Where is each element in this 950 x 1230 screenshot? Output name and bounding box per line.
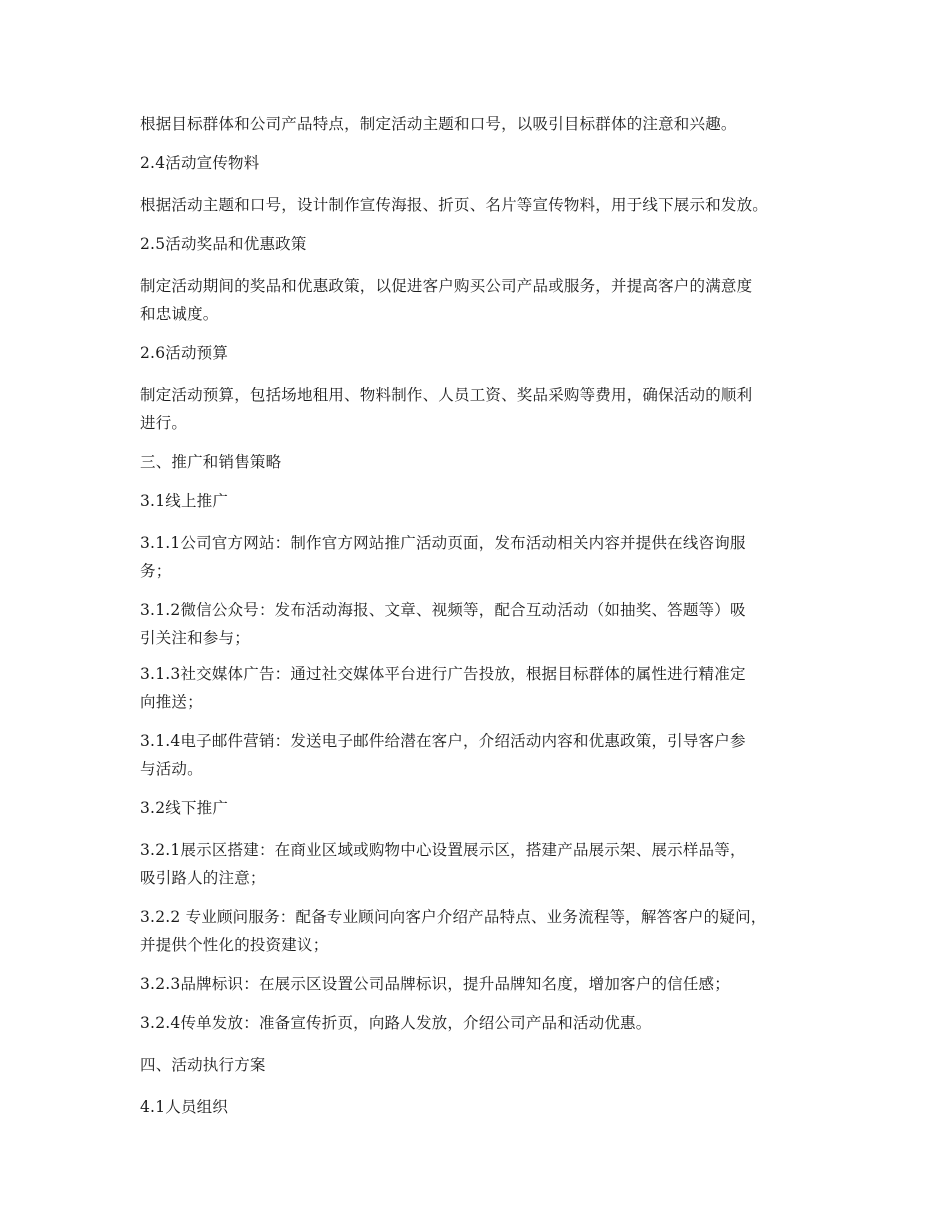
paragraph-budget: 制定活动预算，包括场地租用、物料制作、人员工资、奖品采购等费用，确保活动的顺利 进行。 bbox=[140, 386, 753, 432]
heading-section-3-promotion: 三、推广和销售策略 bbox=[140, 453, 282, 471]
paragraph-promo-materials: 根据活动主题和口号，设计制作宣传海报、折页、名片等宣传物料，用于线下展示和发放。 bbox=[140, 196, 769, 214]
paragraph-3-1-3-social-ads: 3.1.3社交媒体广告：通过社交媒体平台进行广告投放，根据目标群体的属性进行精准定 向推送； bbox=[140, 665, 746, 711]
paragraph-3-1-2-wechat: 3.1.2微信公众号：发布活动海报、文章、视频等，配合互动活动（如抽奖、答题等）吸 引关注和参与； bbox=[140, 601, 746, 647]
heading-section-4-execution: 四、活动执行方案 bbox=[140, 1056, 266, 1074]
paragraph-3-2-2-consultant: 3.2.2 专业顾问服务：配备专业顾问向客户介绍产品特点、业务流程等，解答客户的疑问， 并提供个性化的投资建议； bbox=[140, 908, 767, 954]
paragraph-3-2-4-flyers: 3.2.4传单发放：准备宣传折页，向路人发放，介绍公司产品和活动优惠。 bbox=[140, 1014, 652, 1032]
heading-2-4-promo-materials: 2.4活动宣传物料 bbox=[140, 154, 260, 172]
paragraph-3-1-4-email: 3.1.4电子邮件营销：发送电子邮件给潜在客户，介绍活动内容和优惠政策，引导客户参 与活动。 bbox=[140, 732, 746, 778]
paragraph-prizes-policy: 制定活动期间的奖品和优惠政策，以促进客户购买公司产品或服务，并提高客户的满意度 和忠诚度。 bbox=[140, 277, 753, 323]
paragraph-3-1-1-website: 3.1.1公司官方网站：制作官方网站推广活动页面，发布活动相关内容并提供在线咨询服 务； bbox=[140, 534, 746, 580]
heading-3-1-online: 3.1线上推广 bbox=[140, 492, 229, 510]
heading-2-5-prizes-policy: 2.5活动奖品和优惠政策 bbox=[140, 235, 307, 253]
heading-4-1-staffing: 4.1人员组织 bbox=[140, 1098, 229, 1116]
paragraph-theme-slogan: 根据目标群体和公司产品特点，制定活动主题和口号，以吸引目标群体的注意和兴趣。 bbox=[140, 115, 737, 133]
heading-3-2-offline: 3.2线下推广 bbox=[140, 799, 229, 817]
paragraph-3-2-1-display: 3.2.1展示区搭建：在商业区域或购物中心设置展示区，搭建产品展示架、展示样品等， 吸引路人的注意； bbox=[140, 841, 746, 887]
paragraph-3-2-3-brand: 3.2.3品牌标识：在展示区设置公司品牌标识，提升品牌知名度，增加客户的信任感； bbox=[140, 975, 730, 993]
heading-2-6-budget: 2.6活动预算 bbox=[140, 344, 229, 362]
